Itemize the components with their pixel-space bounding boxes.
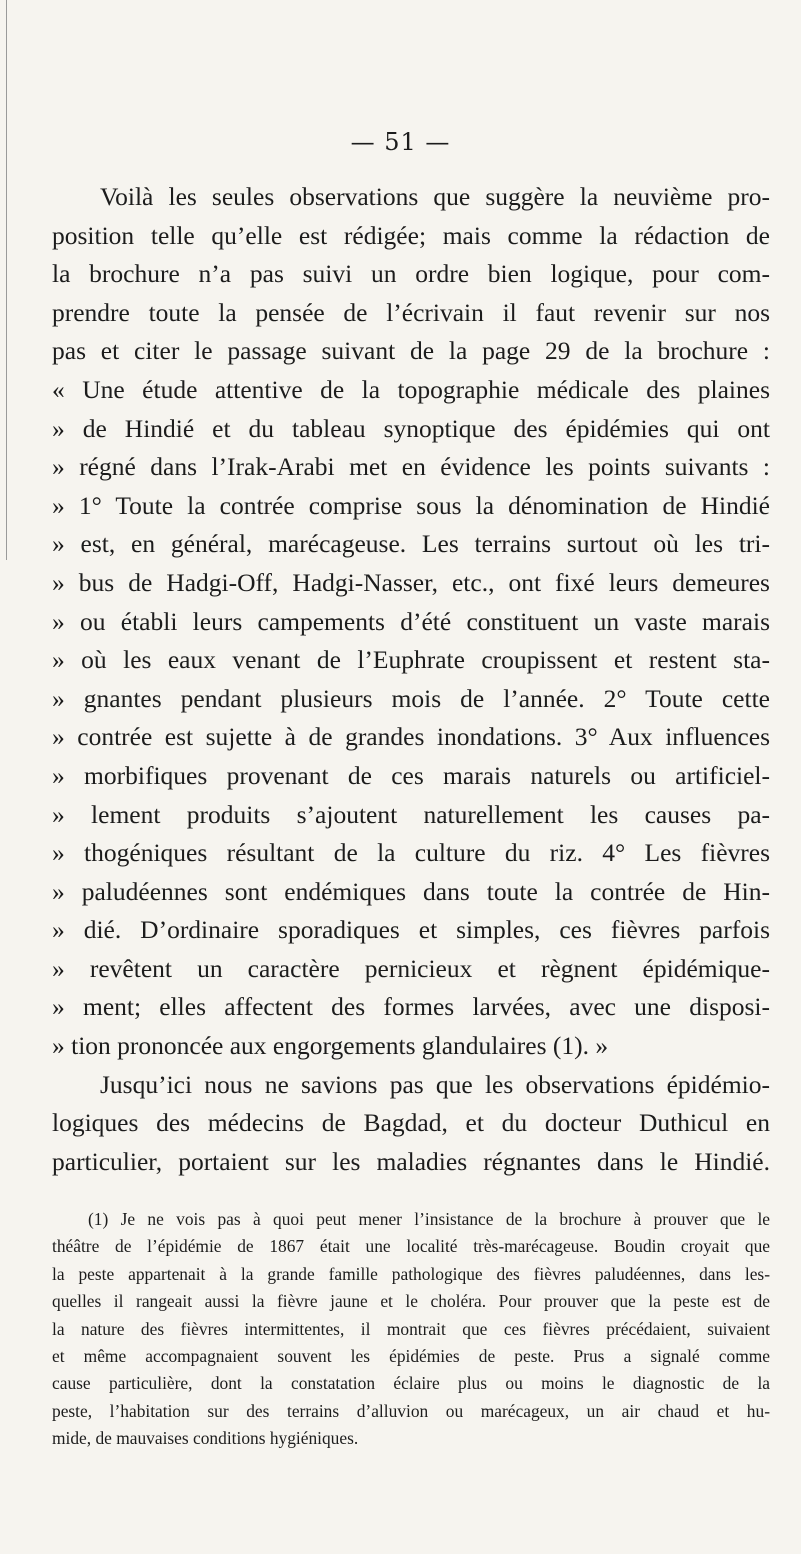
body-line: Jusqu’ici nous ne savions pas que les observations épidémio- — [100, 1069, 770, 1099]
footnote-line: peste, l’habitation sur des terrains d’alluvion ou marécageux, un air chaud et hu- — [52, 1400, 770, 1421]
body-line: » où les eaux venant de l’Euphrate croupissent et restent sta- — [52, 645, 770, 675]
body-line: » ment; elles affectent des formes larvées, avec une disposi- — [52, 992, 770, 1022]
body-line: pas et citer le passage suivant de la page 29 de la brochure : — [52, 336, 770, 366]
body-line: » bus de Hadgi-Off, Hadgi-Nasser, etc., ont fixé leurs demeures — [52, 567, 770, 597]
body-line: » gnantes pendant plusieurs mois de l’année. 2° Toute cette — [52, 683, 770, 713]
body-line: » thogéniques résultant de la culture du riz. 4° Les fièvres — [52, 838, 770, 868]
page-number: — 51 — — [350, 128, 451, 156]
body-line: » dié. D’ordinaire sporadiques et simples, ces fièvres parfois — [52, 915, 770, 945]
body-line: Voilà les seules observations que suggère la neuvième pro- — [100, 182, 770, 211]
footnote — [52, 1206, 770, 1453]
footnote-line: cause particulière, dont la constatation éclaire plus ou moins le diagnostic de la — [52, 1373, 770, 1394]
body-line: » contrée est sujette à de grandes inondations. 3° Aux influences — [52, 722, 770, 752]
footnote-line: théâtre de l’épidémie de 1867 était une localité très-marécageuse. Boudin croyait que — [52, 1236, 770, 1257]
body-line: » régné dans l’Irak-Arabi met en évidence les points suivants : — [52, 452, 770, 482]
body-line: position telle qu’elle est rédigée; mais comme la rédaction de — [52, 220, 770, 250]
footnote-line: quelles il rangeait aussi la fièvre jaune et le choléra. Pour prouver que la peste est de — [52, 1291, 770, 1312]
body-line: » lement produits s’ajoutent naturellement les causes pa- — [52, 799, 770, 829]
page-edge-rule — [6, 0, 7, 560]
body-line: « Une étude attentive de la topographie médicale des plaines — [52, 374, 770, 404]
body-line: la brochure n’a pas suivi un ordre bien logique, pour com- — [52, 259, 770, 289]
footnote-line: la nature des fièvres intermittentes, il montrait que ces fièvres précédaient, suivaient — [52, 1318, 770, 1339]
body-line: » tion prononcée aux engorgements glandulaires (1). » — [52, 1031, 609, 1061]
footnote-line: mide, de mauvaises conditions hygiéniques. — [52, 1428, 359, 1449]
footnote-line: la peste appartenait à la grande famille pathologique des fièvres paludéennes, dans les- — [52, 1263, 770, 1284]
footnote-line: (1) Je ne vois pas à quoi peut mener l’insistance de la brochure à prouver que le — [88, 1209, 770, 1229]
body-text — [52, 178, 770, 1181]
body-line: » de Hindié et du tableau synoptique des épidémies qui ont — [52, 413, 770, 443]
footnote-line: et même accompagnaient souvent les épidémies de peste. Prus a signalé comme — [52, 1346, 770, 1367]
body-line: » paludéennes sont endémiques dans toute la contrée de Hin- — [52, 876, 770, 906]
body-line: » morbifiques provenant de ces marais naturels ou artificiel- — [52, 760, 770, 790]
body-line: » ou établi leurs campements d’été constituent un vaste marais — [52, 606, 770, 636]
body-line: prendre toute la pensée de l’écrivain il faut revenir sur nos — [52, 297, 770, 327]
body-line: logiques des médecins de Bagdad, et du docteur Duthicul en — [52, 1108, 770, 1138]
body-line: » est, en général, marécageuse. Les terrains surtout où les tri- — [52, 529, 770, 559]
body-line: » revêtent un caractère pernicieux et règnent épidémique- — [52, 953, 770, 983]
body-line: » 1° Toute la contrée comprise sous la dénomination de Hindié — [52, 490, 770, 520]
body-line: particulier, portaient sur les maladies régnantes dans le Hindié. — [52, 1146, 770, 1176]
